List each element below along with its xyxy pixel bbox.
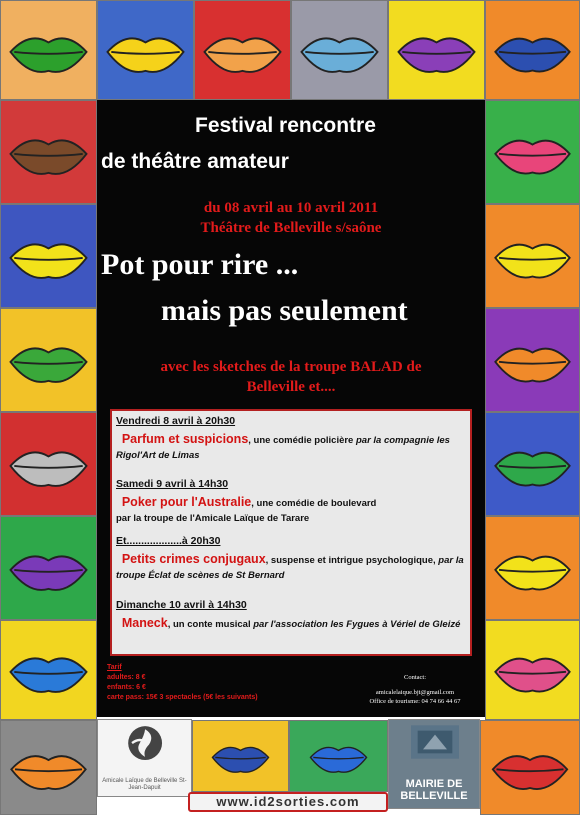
lips-tile	[291, 0, 388, 100]
troupe-text	[97, 357, 485, 397]
troupe-line-1: avec les sketches de la troupe BALAD de	[160, 359, 422, 375]
play-title: Poker pour l'Australie	[121, 495, 252, 509]
play-title: Maneck	[121, 616, 168, 630]
lips-tile	[289, 720, 388, 792]
program-day: Vendredi 8 avril à 20h30	[116, 415, 236, 427]
tarif-pass: carte pass: 15€ 3 spectacles (5€ les suivants)	[107, 694, 258, 701]
lips-tile	[0, 308, 97, 412]
program-play	[116, 495, 466, 526]
lips-tile	[0, 720, 97, 815]
lips-tile	[485, 412, 580, 516]
lips-tile	[485, 308, 580, 412]
title-line-2: de théâtre amateur	[101, 150, 289, 173]
tarif-adults: adultes: 8 €	[107, 674, 146, 681]
contact-email: amicalelaique.bjt@gmail.com	[375, 689, 455, 696]
tarif-children: enfants: 6 €	[107, 684, 146, 691]
play-company: par la compagnie les Rigol'Art de Limas	[116, 435, 450, 461]
play-company: par la troupe Éclat de scènes de St Bernard	[116, 555, 464, 581]
contact-block	[355, 673, 475, 706]
lips-tile	[485, 100, 580, 204]
program-day: Samedi 9 avril à 14h30	[116, 478, 229, 490]
lips-tile	[485, 620, 580, 720]
play-company: par l'association les Fygues à Vériel de Gleizé	[253, 619, 461, 630]
mairie-logo-text: MAIRIE DE BELLEVILLE	[400, 778, 468, 802]
play-desc: , une comédie policière	[248, 435, 356, 446]
program-day: Dimanche 10 avril à 14h30	[116, 599, 247, 611]
play-desc: , un conte musical	[167, 619, 254, 630]
lips-tile	[0, 204, 97, 308]
play-title: Parfum et suspicions	[121, 432, 249, 446]
contact-office: Office de tourisme: 04 74 66 44 67	[369, 698, 461, 705]
lips-tile	[0, 516, 97, 620]
mairie-logo	[388, 719, 480, 809]
play-title: Petits crimes conjugaux	[121, 552, 266, 566]
program-play	[116, 616, 466, 632]
festival-dates: du 08 avril au 10 avril 2011	[203, 200, 379, 216]
lips-tile	[485, 516, 580, 620]
lips-tile	[485, 204, 580, 308]
lips-tile	[192, 720, 289, 792]
festival-venue: Théâtre de Belleville s/saône	[200, 220, 382, 236]
title-line-1: Festival rencontre	[195, 114, 376, 137]
program-box	[110, 409, 472, 656]
tarif-heading: Tarif	[107, 664, 122, 671]
amicale-logo-text: Amicale Laïque de Belleville St-Jean-Dapuit	[102, 778, 187, 791]
main-panel	[97, 100, 485, 717]
lips-tile	[0, 412, 97, 516]
slogan-line-1: Pot pour rire ...	[101, 248, 299, 281]
amicale-logo	[97, 719, 192, 797]
lips-tile	[0, 0, 97, 100]
lips-tile	[0, 620, 97, 720]
play-desc: , une comédie de boulevard	[251, 498, 377, 509]
troupe-line-2: Belleville et....	[246, 379, 336, 395]
slogan-line-2: mais pas seulement	[161, 294, 408, 327]
program-play	[116, 432, 466, 463]
lips-tile	[485, 0, 580, 100]
lips-tile	[0, 100, 97, 204]
website-link[interactable]: www.id2sorties.com	[188, 792, 388, 812]
lips-tile	[97, 0, 194, 100]
lips-tile	[480, 720, 580, 815]
dates-venue	[97, 198, 485, 238]
play-company: par la troupe de l'Amicale Laïque de Tarare	[116, 513, 310, 524]
lips-tile	[388, 0, 485, 100]
lips-tile	[194, 0, 291, 100]
contact-heading: Contact:	[403, 674, 427, 681]
tarif-block	[107, 663, 258, 703]
program-play	[116, 552, 466, 583]
program-day: Et...................à 20h30	[116, 535, 221, 547]
play-desc: , suspense et intrigue psychologique,	[265, 555, 439, 566]
